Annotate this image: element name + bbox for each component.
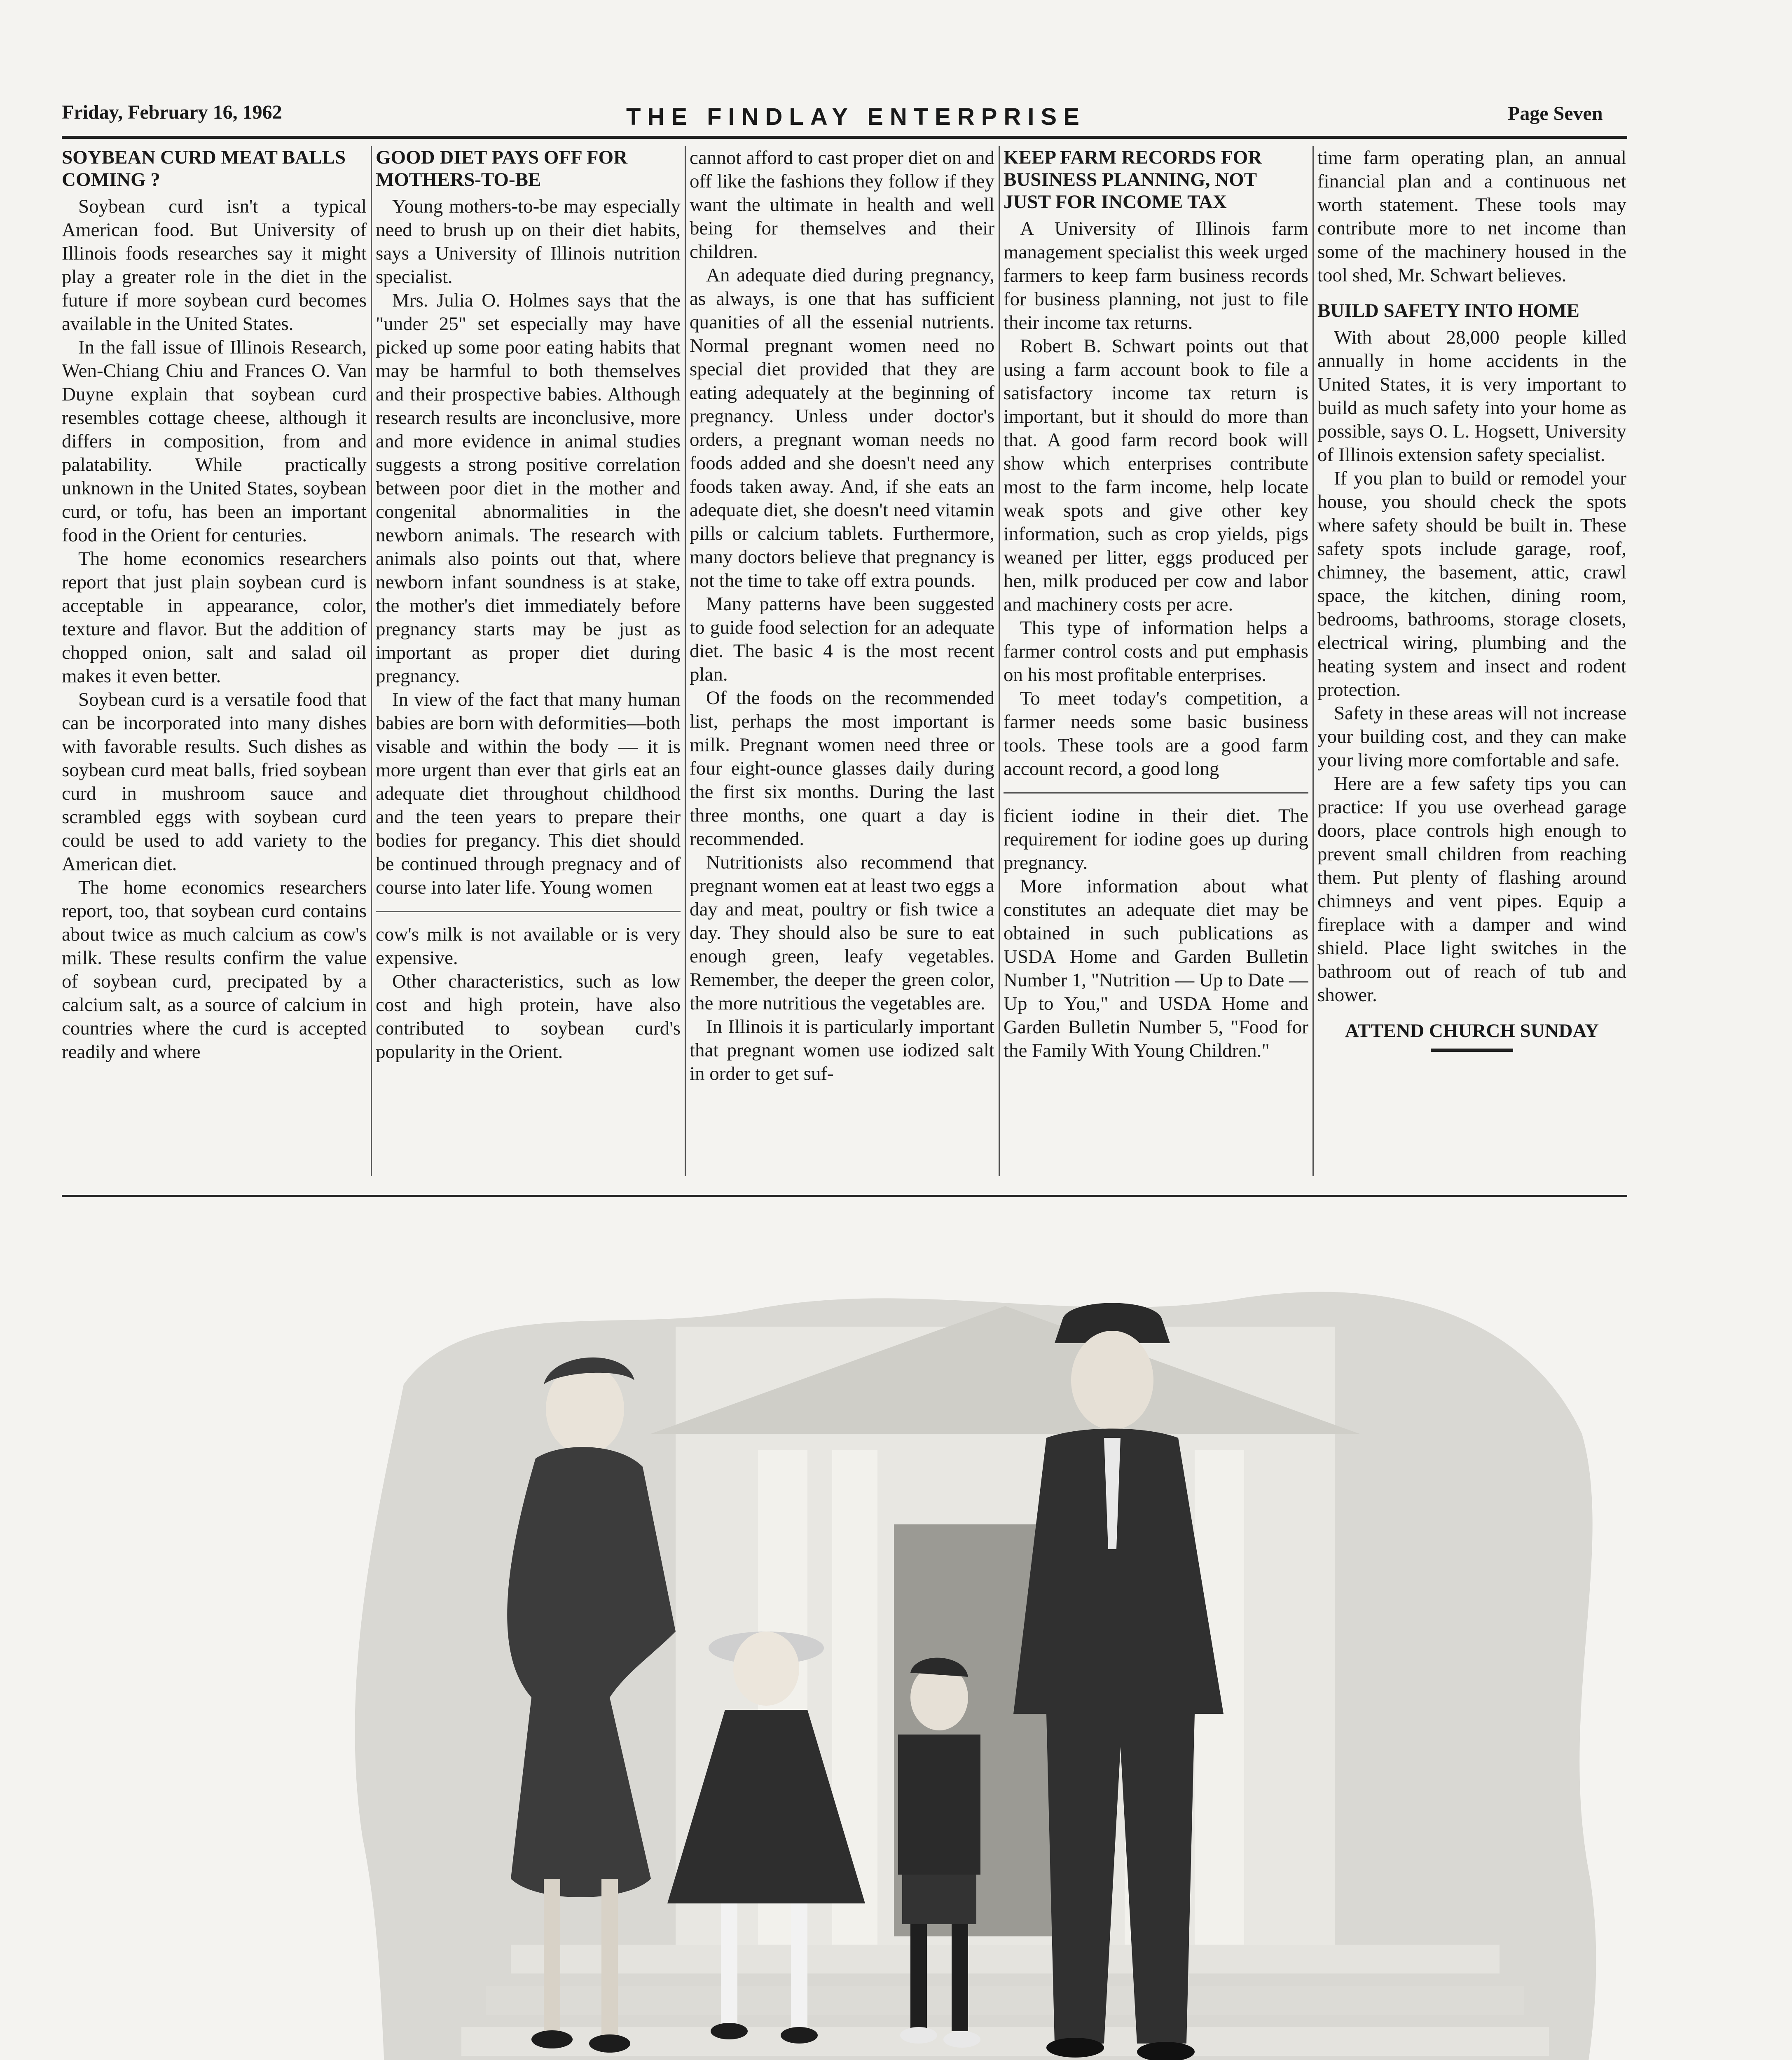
paragraph: In Illinois it is particularly important that pregnant women use iodized salt in order to get suf- <box>690 1016 994 1084</box>
paragraph: Soybean curd isn't a typical American food. But University of Illinois foods researches say it might play a greater role in the diet in the future if more soybean curd becomes available in the United States. <box>62 196 367 335</box>
tagline-rule <box>1431 1049 1513 1052</box>
paragraph: Many patterns have been suggested to guide food selection for an adequate diet. The basic 4 is the most recent plan. <box>690 593 994 685</box>
paragraph: More information about what constitutes an adequate diet may be obtained in such publications as USDA Home and Garden Bulletin Number 1, "Nutrition — Up to Date — Up to You," and USDA Home and Garden Bulletin Number 5, "Food for the Family With Young Children." <box>1004 876 1308 1061</box>
paragraph: cannot afford to cast proper diet on and off like the fashions they follow if they want the ultimate in health and well being for themselves and their children. <box>690 147 994 262</box>
paragraph: The home economics researchers report, too, that soybean curd contains about twice as much calcium as cow's milk. These results confirm the value of soybean curd, precipated by a calcium salt, as a source of calcium in countries where the curd is accepted readily and where <box>62 877 367 1063</box>
paragraph: Safety in these areas will not increase your building cost, and they can make your living more comfortable and safe. <box>1317 702 1626 771</box>
masthead <box>0 0 1792 136</box>
paragraph: time farm operating plan, an annual financial plan and a continuous net worth statement. These tools may contribute more to net income than some of the machinery housed in the tool shed, Mr. Schwart believes. <box>1317 147 1626 286</box>
family-illustration <box>338 1261 1623 2060</box>
column-mothers <box>376 146 681 1176</box>
page-number: Page Seven <box>1508 103 1603 124</box>
paragraph: In view of the fact that many human babies are born with deformities—both visable and within the body — it is more urgent than ever that girls eat an adequate diet throughout childhood and the teen years to prepare their bodies for pregancy. This diet should be continued through pregnacy and of course into later life. Young women <box>376 689 681 898</box>
column-safety <box>1317 146 1626 1176</box>
paragraph: This type of information helps a farmer control costs and put emphasis on his most profitable enterprises. <box>1004 617 1308 686</box>
step <box>486 1986 1524 2015</box>
paragraph: A University of Illinois farm management specialist this week urged farmers to keep farm business records for business planning, not just to file their income tax returns. <box>1004 218 1308 333</box>
paragraph: cow's milk is not available or is very expensive. <box>376 924 681 969</box>
column-farm-records <box>1004 146 1308 1176</box>
column-divider <box>999 146 1000 1176</box>
article-heading-soybean: SOYBEAN CURD MEAT BALLS COMING ? <box>62 147 346 190</box>
paragraph: To meet today's competition, a farmer needs some basic business tools. These tools are a good farm account record, a good long <box>1004 688 1308 780</box>
paragraph: Other characteristics, such as low cost and high protein, have also contributed to soybean curd's popularity in the Orient. <box>376 971 681 1063</box>
paragraph: Robert B. Schwart points out that using a farm account book to file a satisfactory income tax return is important, but it should do more than that. A good farm record book will show which enterprises contribute most to the farm income, help locate weak spots and give other key information, such as crop yields, pigs weaned per litter, eggs produced per hen, milk produced per cow and labor and machinery costs per acre. <box>1004 335 1308 615</box>
paragraph: Nutritionists also recommend that pregnant women eat at least two eggs a day and meat, poultry or fish twice a day. They should also be sure to eat enough green, leafy vegetables. Remember, the deeper the green color, the more nutritious the vegetables are. <box>690 852 994 1014</box>
article-heading-farm: KEEP FARM RECORDS FOR BUSINESS PLANNING, NOT JUST FOR INCOME TAX <box>1004 147 1262 213</box>
paragraph: Young mothers-to-be may especially need to brush up on their diet habits, says a University of Illinois nutrition specialist. <box>376 196 681 288</box>
paragraph: Here are a few safety tips you can practice: If you use overhead garage doors, place controls high enough to prevent small children from reaching them. Put plenty of flashing around chimneys and vent pipes. Equip a fireplace with a damper and wind shield. Place light switches in the bathroom out of reach of tub and shower. <box>1317 773 1626 1006</box>
column-divider <box>371 146 372 1176</box>
issue-date: Friday, February 16, 1962 <box>62 101 282 123</box>
paragraph: Mrs. Julia O. Holmes says that the "under 25" set especially may have picked up some poor eating habits that may be harmful to both themselves and their prospective babies. Although research results are inconclusive, more and more evidence in animal studies suggests a strong positive correlation between poor diet in the mother and congenital abnormalities in the newborn animals. The research with animals also points out that, where newborn infant soundness is at stake, the mother's diet immediately before pregnancy starts may be just as important as proper diet during pregnancy. <box>376 290 681 687</box>
column-soybean <box>62 146 367 1176</box>
article-heading-diet: GOOD DIET PAYS OFF FOR MOTHERS-TO-BE <box>376 147 628 190</box>
section-divider <box>1004 792 1308 794</box>
column-divider <box>685 146 686 1176</box>
paragraph: The home economics researchers report that just plain soybean curd is acceptable in appearance, color, texture and flavor. But the addition of chopped onion, salt and salad oil makes it even better. <box>62 548 367 687</box>
article-heading-safety: BUILD SAFETY INTO HOME <box>1317 300 1579 321</box>
church-tagline: ATTEND CHURCH SUNDAY <box>1345 1020 1599 1042</box>
paragraph: With about 28,000 people killed annually in home accidents in the United States, it is very important to build as much safety into your home as possible, says O. L. Hogsett, University of Illinois extension safety specialist. <box>1317 327 1626 466</box>
column-diet-continued <box>690 146 994 1176</box>
newspaper-title: THE FINDLAY ENTERPRISE <box>626 103 1086 130</box>
step <box>511 1945 1500 1973</box>
section-divider <box>376 911 681 912</box>
paragraph: An adequate died during pregnancy, as always, is one that has sufficient quanities of all the essenial nutrients. Normal pregnant women need no special diet provided that they are eating adequately at the beginning of pregnancy. Unless under doctor's orders, a pregnant woman needs no foods added and she doesn't need any foods taken away. And, if she eats an adequate diet, she doesn't need vitamin pills or calcium tablets. Furthermore, many doctors believe that pregnancy is not the time to take off extra pounds. <box>690 265 994 591</box>
paragraph: ficient iodine in their diet. The requirement for iodine goes up during pregnancy. <box>1004 805 1308 873</box>
paragraph: Of the foods on the recommended list, perhaps the most important is milk. Pregnant women need three or four eight-ounce glasses daily during the first six months. During the last three months, one quart a day is recommended. <box>690 687 994 850</box>
top-rule <box>62 136 1627 139</box>
paragraph: Soybean curd is a versatile food that can be incorporated into many dishes with favorable results. Such dishes as soybean curd meat balls, fried soybean curd in mushroom sauce and scrambled eggs with soybean curd could be used to add variety to the American diet. <box>62 689 367 875</box>
paragraph: If you plan to build or remodel your house, you should check the spots where safety should be built in. These safety spots include garage, roof, chimney, the basement, attic, crawl space, the kitchen, dining room, bedrooms, bathrooms, storage closets, electrical wiring, plumbing and the heating system and insect and rodent protection. <box>1317 468 1626 700</box>
paragraph: In the fall issue of Illinois Research, Wen-Chiang Chiu and Frances O. Van Duyne explain that soybean curd resembles cottage cheese, although it differs in composition, from and palatability. While practically unknown in the United States, soybean curd, or tofu, has been an important food in the Orient for centuries. <box>62 337 367 546</box>
column-divider <box>1312 146 1314 1176</box>
bottom-rule <box>62 1195 1627 1197</box>
